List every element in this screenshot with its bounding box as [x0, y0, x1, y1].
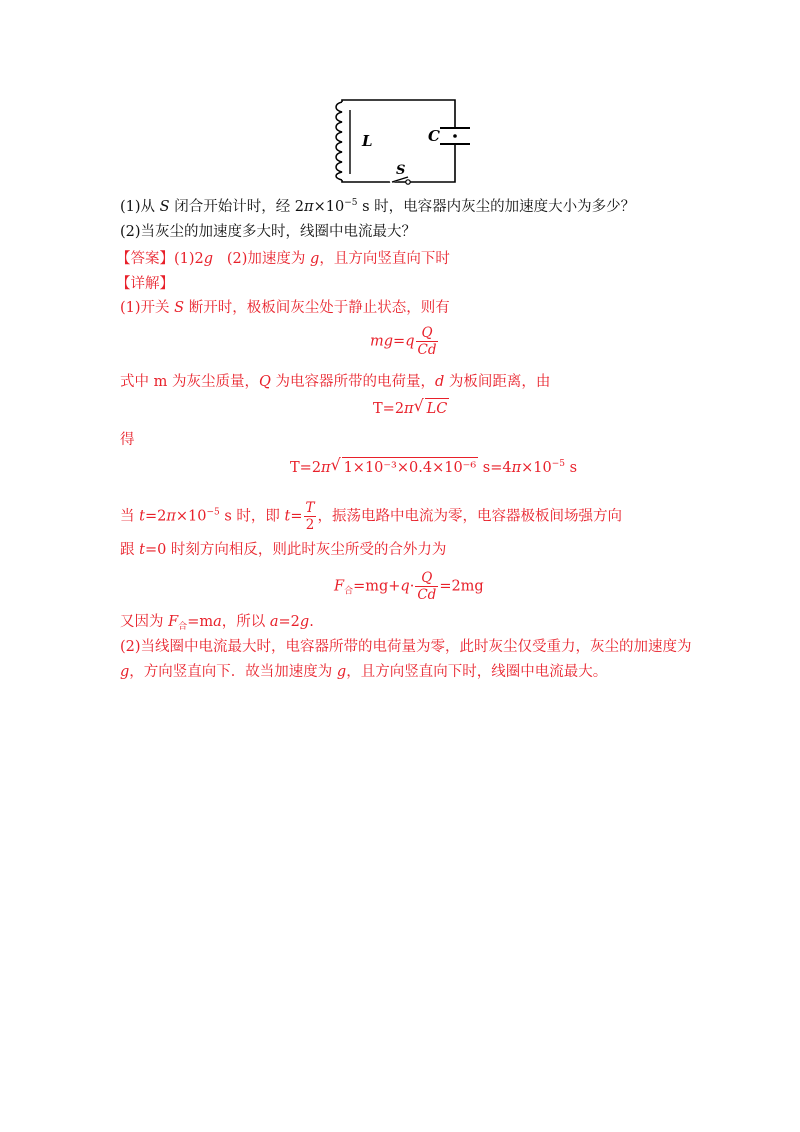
detail-tag: 【详解】: [116, 276, 174, 292]
detail-line-3: 得: [120, 432, 135, 448]
label-switch: S: [396, 163, 406, 178]
lc-circuit-diagram: [320, 92, 480, 190]
equation-3: T=2π √ 1×10⁻³×0.4×10⁻⁶ $s=4\pi\times 10^{-5}$ s: [290, 455, 578, 476]
question-2: (2)当灰尘的加速度多大时，线圈中电流最大？: [120, 224, 417, 240]
detail-line-7: (2)当线圈中电流最大时，电容器所带的电荷量为零，此时灰尘仅受重力，灰尘的加速度为: [120, 639, 692, 655]
equation-1: mg=q $\frac{Q}{Cd}$: [370, 325, 437, 358]
answer-line: 【答案】(1)2g (2)加速度为 g，且方向竖直向下时: [116, 251, 450, 267]
detail-line-5: 跟 t=0 时刻方向相反，则此时灰尘所受的合外力为: [120, 542, 447, 558]
detail-line-8: g，方向竖直向下．故当加速度为 g，且方向竖直向下时，线圈中电流最大。: [120, 664, 608, 680]
switch-contact: [406, 180, 410, 184]
label-inductor: L: [362, 132, 373, 150]
label-capacitor: C: [428, 127, 440, 145]
detail-line-2: 式中 m 为灰尘质量，Q 为电容器所带的电荷量，d 为板间距离，由: [120, 374, 551, 390]
inductor-coil: [336, 102, 342, 180]
dust-particle: [453, 134, 457, 138]
answer-tag: 【答案】: [116, 251, 174, 267]
equation-4: $F_合=mg+q\cdot$ $\frac{Q}{Cd}$ =2mg: [334, 570, 484, 603]
question-1: (1)从 S 闭合开始计时，经 $2\pi\times 10^{-5}$ s 时，电容器内灰尘的加速度大小为多少？: [120, 198, 636, 215]
detail-line-4: 当 $t=2\pi\times 10^{-5}$ s 时，即 t= $\frac{T}{2}$ ，振荡电路中电流为零，电容器极板间场强方向: [120, 500, 623, 533]
equation-2: T=2π √ LC: [373, 396, 448, 417]
detail-line-6: 又因为 $F_合=ma$，所以 a=2g.: [120, 614, 314, 632]
circuit-wire: [342, 100, 455, 128]
detail-line-1: (1)开关 S 断开时，极板间灰尘处于静止状态，则有: [120, 300, 450, 316]
